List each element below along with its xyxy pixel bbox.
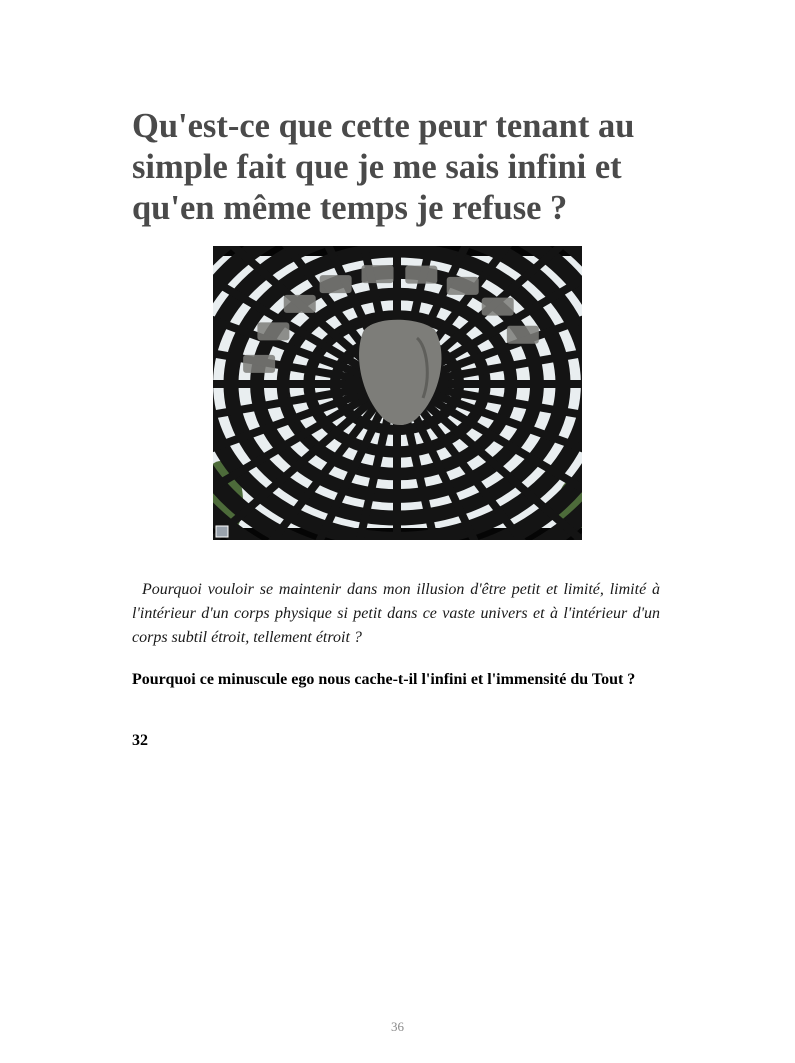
photo-stone-block (482, 298, 514, 316)
italic-paragraph: Pourquoi vouloir se maintenir dans mon illusion d'être petit et limité, limité à l'intérieur d'un corps physique si petit dans ce vaste univers et à l'intérieur d'un corps subtil étroit, tellement étroit ? (132, 581, 660, 646)
page-number: 36 (391, 1019, 404, 1034)
heading-line-2: simple fait que je me sais infini et (132, 148, 622, 186)
bold-paragraph: Pourquoi ce minuscule ego nous cache-t-il l'infini et l'immensité du Tout ? (132, 671, 636, 688)
heading-line-3: qu'en même temps je refuse ? (132, 189, 568, 227)
photo-stone-block (320, 275, 352, 293)
photo-stone-block (362, 265, 394, 283)
photo-stone-block (405, 266, 437, 284)
photo-stone-block (243, 355, 275, 373)
page-heading (132, 106, 692, 229)
section-number: 32 (132, 732, 148, 749)
heading-line-1: Qu'est-ce que cette peur tenant au (132, 107, 635, 145)
photo-stone-block (507, 326, 539, 344)
photo-stone-block (284, 295, 316, 313)
photo-stone-block (257, 322, 289, 340)
photo-stone-block (447, 277, 479, 295)
photo-corner-icon (216, 526, 228, 537)
dome-lattice-photo (213, 246, 582, 540)
